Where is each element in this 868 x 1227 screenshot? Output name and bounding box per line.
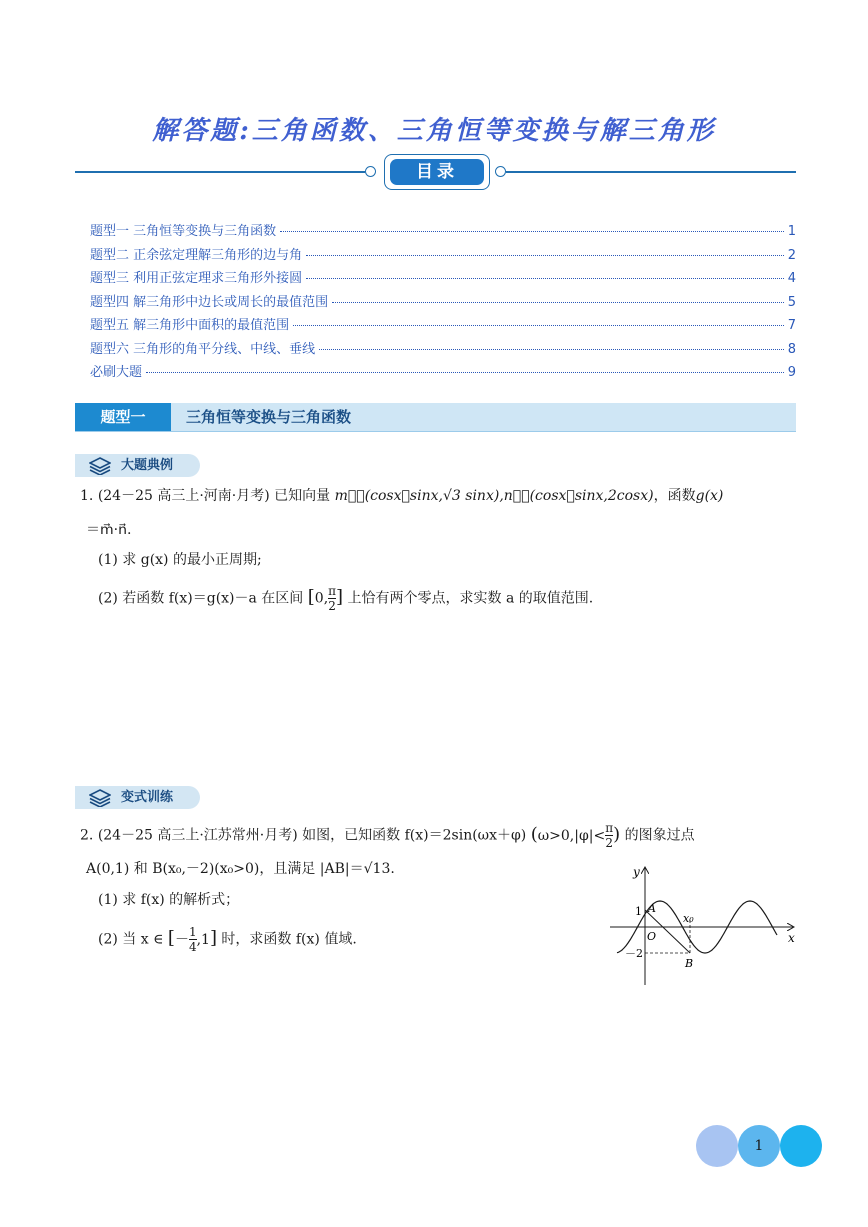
problem2-number: 2. bbox=[80, 827, 94, 844]
page-title: 解答题:三角函数、三角恒等变换与解三角形 bbox=[152, 116, 716, 146]
toc-leader bbox=[146, 372, 784, 373]
toc-leader bbox=[280, 231, 784, 232]
toc-item-label: 题型一 三角恒等变换与三角函数 bbox=[90, 224, 277, 239]
problem2-line1 bbox=[80, 821, 695, 850]
toc-item[interactable] bbox=[90, 291, 796, 315]
toc-item[interactable] bbox=[90, 244, 796, 268]
problem1-question1: (1) 求 g(x) 的最小正周期; bbox=[98, 552, 262, 568]
toc-item[interactable] bbox=[90, 361, 796, 385]
page-number-badge bbox=[696, 1125, 822, 1167]
badge-example-label: 大题典例 bbox=[121, 458, 174, 473]
toc-item-page: 4 bbox=[787, 271, 796, 286]
problem1-q2-text: (2) 若函数 f(x)＝g(x)－a 在区间 bbox=[98, 590, 304, 607]
toc-item[interactable] bbox=[90, 267, 796, 291]
problem1-line1 bbox=[80, 485, 723, 505]
sine-graph bbox=[605, 860, 800, 990]
point-a-label: A bbox=[648, 902, 656, 915]
toc-item[interactable] bbox=[90, 338, 796, 362]
problem2-question2 bbox=[98, 925, 357, 954]
toc-item[interactable] bbox=[90, 314, 796, 338]
toc-item-page: 8 bbox=[787, 341, 796, 357]
toc-item-label: 题型六 三角形的角平分线、中线、垂线 bbox=[90, 341, 316, 357]
tick-label-1: 1 bbox=[635, 905, 642, 918]
x0-label: x₀ bbox=[683, 912, 694, 925]
toc-label-frame bbox=[384, 154, 490, 190]
page-badge-circle-right bbox=[780, 1125, 822, 1167]
problem1-gx: g(x) bbox=[695, 488, 724, 504]
point-b-label: B bbox=[685, 957, 694, 970]
badge-practice-label: 变式训练 bbox=[121, 790, 174, 805]
toc-label: 目录 bbox=[390, 159, 484, 185]
problem1-vectors: m⃗＝(cosx＋sinx,√3 sinx),n⃗＝(cosx－sinx,2cosx) bbox=[334, 488, 654, 504]
problem1-number: 1. bbox=[80, 488, 94, 504]
toc-item-label: 题型四 解三角形中边长或周长的最值范围 bbox=[90, 294, 329, 310]
section-tag: 题型一 bbox=[75, 403, 171, 431]
problem1-interval-close: ] bbox=[336, 586, 344, 608]
toc-leader bbox=[306, 278, 784, 279]
page-badge-circle-left bbox=[696, 1125, 738, 1167]
problem1-question2 bbox=[98, 584, 593, 613]
toc-leader bbox=[319, 349, 784, 350]
toc-item-label: 题型三 利用正弦定理求三角形外接圆 bbox=[90, 271, 303, 286]
problem1-interval: [ bbox=[307, 586, 315, 608]
toc-header bbox=[75, 154, 796, 190]
problem2-interval-open: [ bbox=[167, 927, 175, 949]
toc-item-page: 5 bbox=[787, 294, 796, 310]
problem2-line2: A(0,1) 和 B(x₀,－2)(x₀>0)，且满足 |AB|＝√13. bbox=[86, 861, 395, 877]
toc-item[interactable] bbox=[90, 220, 796, 244]
problem1-fraction: $\frac{\pi}{2}$ bbox=[328, 584, 337, 613]
y-axis-label: y bbox=[633, 865, 640, 879]
problem1-interval-body: 0, bbox=[314, 590, 329, 607]
toc-item-page: 7 bbox=[787, 318, 796, 333]
problem2-stem: 如图，已知函数 f(x)＝2sin(ωx＋φ) bbox=[302, 827, 527, 844]
toc-item-label: 题型五 解三角形中面积的最值范围 bbox=[90, 318, 290, 333]
badge-practice bbox=[75, 786, 200, 809]
toc-divider-left bbox=[75, 171, 365, 173]
toc-item-label: 必刷大题 bbox=[90, 365, 143, 380]
problem1-q2-text-b: 上恰有两个零点，求实数 a 的取值范围. bbox=[347, 590, 594, 607]
problem1-stem-b: ，函数 bbox=[653, 488, 696, 504]
x-axis-label: x bbox=[788, 931, 795, 945]
toc-leader bbox=[306, 255, 784, 256]
problem2-q2-text: (2) 当 x ∈ bbox=[98, 931, 164, 948]
origin-label: O bbox=[647, 930, 657, 943]
toc-item-label: 题型二 正余弦定理解三角形的边与角 bbox=[90, 247, 303, 263]
problem2-stem-b: 的图象过点 bbox=[624, 827, 695, 844]
problem2-q2-text-b: 时，求函数 f(x) 值域. bbox=[221, 931, 357, 948]
toc-item-page: 9 bbox=[787, 365, 796, 380]
toc-divider-right bbox=[506, 171, 796, 173]
problem2-interval-body: － $\frac{1}{4}$ ,1 bbox=[174, 925, 210, 954]
tick-label-neg2: －2 bbox=[625, 947, 643, 960]
problem1-line2: ＝m⃗·n⃗. bbox=[86, 522, 132, 538]
section-title: 三角恒等变换与三角函数 bbox=[186, 408, 352, 426]
problem2-interval-close: ] bbox=[209, 927, 217, 949]
badge-example bbox=[75, 454, 200, 477]
toc-item-page: 1 bbox=[787, 224, 796, 239]
problem2-condition: (ω>0,|φ|< $\frac{\pi}{2}$ ) bbox=[530, 821, 621, 850]
page-number: 1 bbox=[738, 1125, 780, 1167]
layers-icon bbox=[89, 457, 111, 475]
layers-icon bbox=[89, 789, 111, 807]
table-of-contents bbox=[90, 220, 796, 385]
problem1-source: (24－25 高三上·河南·月考) bbox=[97, 488, 270, 504]
problem2-question1: (1) 求 f(x) 的解析式； bbox=[98, 892, 240, 908]
problem2-source: (24－25 高三上·江苏常州·月考) bbox=[97, 827, 298, 844]
toc-dot-left bbox=[365, 166, 376, 177]
section-header bbox=[75, 403, 796, 432]
toc-dot-right bbox=[495, 166, 506, 177]
toc-leader bbox=[332, 302, 784, 303]
toc-leader bbox=[293, 325, 784, 326]
toc-item-page: 2 bbox=[787, 247, 796, 263]
problem1-stem: 已知向量 bbox=[274, 488, 331, 504]
